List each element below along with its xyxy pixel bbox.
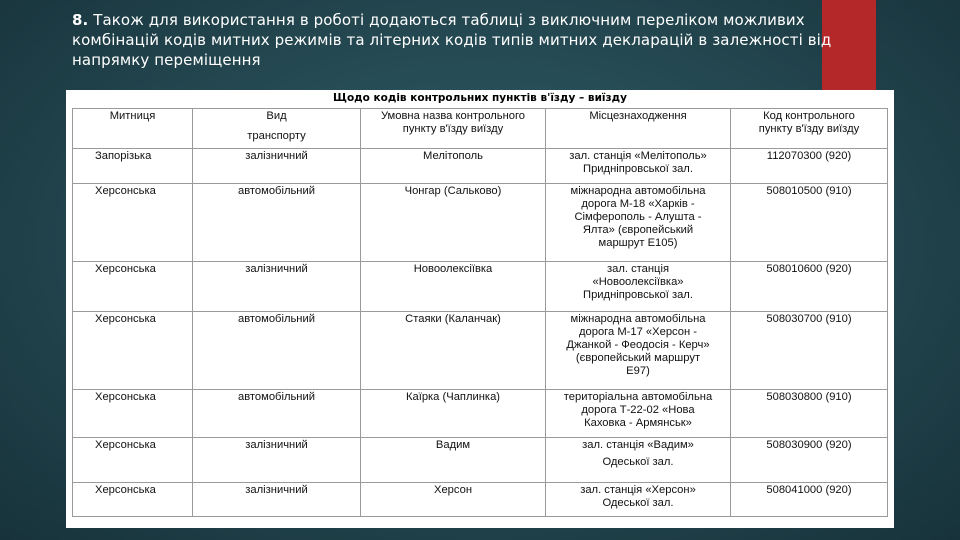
- cell-customs: Херсонська: [73, 184, 193, 262]
- cell-code: 508010500 (910): [731, 184, 888, 262]
- cell-transport: залізничний: [193, 438, 361, 483]
- table-title: Щодо кодів контрольних пунктів в'їзду – виїзду: [66, 90, 894, 110]
- cell-code: 508030800 (910): [731, 390, 888, 438]
- cell-name: Вадим: [361, 438, 546, 483]
- cell-code: 508030900 (920): [731, 438, 888, 483]
- cell-transport: автомобільний: [193, 184, 361, 262]
- cell-name: Мелітополь: [361, 149, 546, 184]
- cell-code: 508030700 (910): [731, 312, 888, 390]
- slide-heading: [72, 10, 882, 70]
- cell-customs: Херсонська: [73, 262, 193, 312]
- cell-transport: автомобільний: [193, 390, 361, 438]
- table-row: [73, 312, 888, 390]
- cell-customs: Херсонська: [73, 438, 193, 483]
- cell-transport: автомобільний: [193, 312, 361, 390]
- header-checkpoint-name: Умовна назва контрольного пункту в'їзду виїзду: [361, 109, 546, 149]
- cell-name: Новоолексіївка: [361, 262, 546, 312]
- header-code: Код контрольного пункту в'їзду виїзду: [731, 109, 888, 149]
- table-row: [73, 184, 888, 262]
- cell-location: зал. станція «Новоолексіївка» Придніпровської зал.: [546, 262, 731, 312]
- header-location: Місцезнаходження: [546, 109, 731, 149]
- checkpoints-table: [72, 108, 888, 517]
- cell-location: зал. станція «Мелітополь» Придніпровської зал.: [546, 149, 731, 184]
- heading-text: Також для використання в роботі додаються таблиці з виключним переліком можливих комбінацій кодів митних режимів та літерних кодів типів митних декларацій в залежності від напрямку переміщення: [72, 11, 832, 69]
- cell-location: міжнародна автомобільна дорога М-17 «Херсон - Джанкой - Феодосія - Керч» (європейський маршрут Е97): [546, 312, 731, 390]
- cell-location: міжнародна автомобільна дорога М-18 «Харків - Сімферополь - Алушта - Ялта» (європейський маршрут Е105): [546, 184, 731, 262]
- cell-name: Каїрка (Чаплинка): [361, 390, 546, 438]
- table-image: [66, 90, 894, 528]
- cell-location: зал. станція «Херсон» Одеської зал.: [546, 483, 731, 517]
- table-row: [73, 262, 888, 312]
- cell-code: 508010600 (920): [731, 262, 888, 312]
- header-customs: Митниця: [73, 109, 193, 149]
- cell-customs: Херсонська: [73, 483, 193, 517]
- cell-customs: Запорізька: [73, 149, 193, 184]
- cell-name: Чонгар (Сальково): [361, 184, 546, 262]
- cell-transport: залізничний: [193, 483, 361, 517]
- heading-number: 8.: [72, 11, 89, 29]
- cell-transport: залізничний: [193, 149, 361, 184]
- cell-name: Херсон: [361, 483, 546, 517]
- table-row: [73, 438, 888, 483]
- table-row: [73, 390, 888, 438]
- cell-location: територіальна автомобільна дорога Т-22-02 «Нова Каховка - Армянськ»: [546, 390, 731, 438]
- cell-name: Стаяки (Каланчак): [361, 312, 546, 390]
- table-row: [73, 483, 888, 517]
- header-transport: Вид транспорту: [193, 109, 361, 149]
- cell-transport: залізничний: [193, 262, 361, 312]
- cell-customs: Херсонська: [73, 390, 193, 438]
- table-header-row: [73, 109, 888, 149]
- cell-code: 508041000 (920): [731, 483, 888, 517]
- cell-code: 112070300 (920): [731, 149, 888, 184]
- table-row: [73, 149, 888, 184]
- cell-customs: Херсонська: [73, 312, 193, 390]
- cell-location: зал. станція «Вадим» Одеської зал.: [546, 438, 731, 483]
